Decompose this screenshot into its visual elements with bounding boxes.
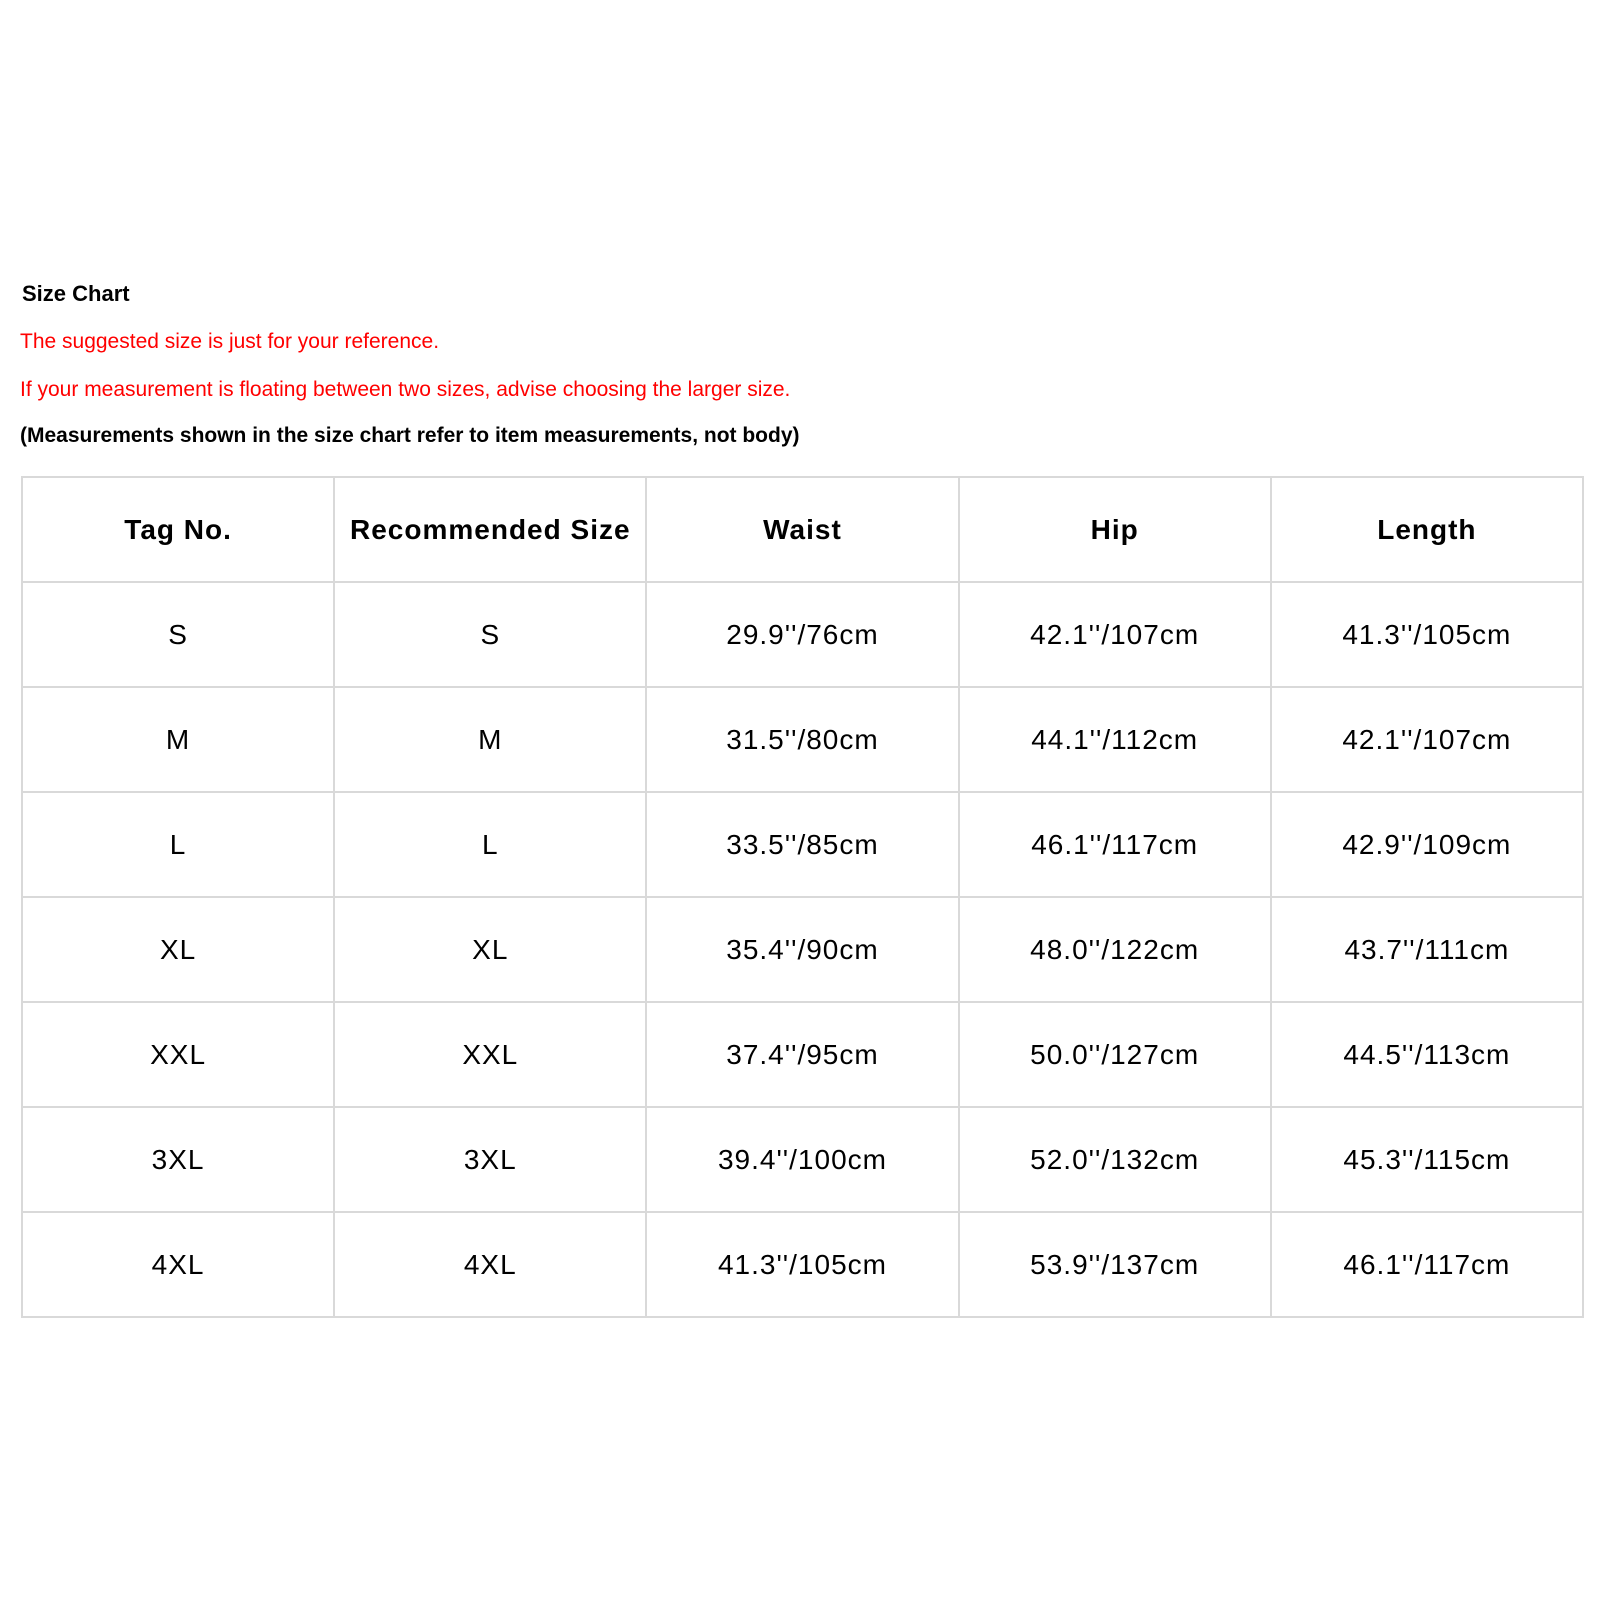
cell-recommended-size: XXL <box>334 1002 646 1107</box>
header-length: Length <box>1271 477 1583 582</box>
reference-note: The suggested size is just for your reference. <box>20 330 440 353</box>
header-tag-no: Tag No. <box>22 477 334 582</box>
cell-waist: 33.5''/85cm <box>646 792 958 897</box>
cell-recommended-size: L <box>334 792 646 897</box>
cell-length: 46.1''/117cm <box>1271 1212 1583 1317</box>
header-hip: Hip <box>959 477 1271 582</box>
header-recommended-size: Recommended Size <box>334 477 646 582</box>
cell-length: 44.5''/113cm <box>1271 1002 1583 1107</box>
cell-waist: 35.4''/90cm <box>646 897 958 1002</box>
size-table <box>21 476 1584 1318</box>
cell-waist: 37.4''/95cm <box>646 1002 958 1107</box>
cell-hip: 50.0''/127cm <box>959 1002 1271 1107</box>
cell-tag-no: L <box>22 792 334 897</box>
advice-note: If your measurement is floating between two sizes, advise choosing the larger size. <box>20 378 791 401</box>
table-row <box>22 1002 1583 1107</box>
cell-length: 45.3''/115cm <box>1271 1107 1583 1212</box>
cell-tag-no: XXL <box>22 1002 334 1107</box>
cell-recommended-size: 3XL <box>334 1107 646 1212</box>
cell-recommended-size: 4XL <box>334 1212 646 1317</box>
cell-hip: 46.1''/117cm <box>959 792 1271 897</box>
cell-recommended-size: XL <box>334 897 646 1002</box>
table-row <box>22 792 1583 897</box>
cell-length: 42.1''/107cm <box>1271 687 1583 792</box>
measurement-note: (Measurements shown in the size chart refer to item measurements, not body) <box>20 424 800 447</box>
table-row <box>22 687 1583 792</box>
cell-tag-no: M <box>22 687 334 792</box>
cell-tag-no: 4XL <box>22 1212 334 1317</box>
cell-hip: 53.9''/137cm <box>959 1212 1271 1317</box>
cell-length: 41.3''/105cm <box>1271 582 1583 687</box>
cell-waist: 29.9''/76cm <box>646 582 958 687</box>
page-title: Size Chart <box>22 281 130 306</box>
table-row <box>22 897 1583 1002</box>
cell-length: 42.9''/109cm <box>1271 792 1583 897</box>
table-row <box>22 1107 1583 1212</box>
cell-waist: 41.3''/105cm <box>646 1212 958 1317</box>
header-waist: Waist <box>646 477 958 582</box>
cell-tag-no: XL <box>22 897 334 1002</box>
table-row <box>22 582 1583 687</box>
cell-hip: 48.0''/122cm <box>959 897 1271 1002</box>
cell-hip: 52.0''/132cm <box>959 1107 1271 1212</box>
cell-tag-no: S <box>22 582 334 687</box>
cell-length: 43.7''/111cm <box>1271 897 1583 1002</box>
cell-recommended-size: M <box>334 687 646 792</box>
cell-waist: 39.4''/100cm <box>646 1107 958 1212</box>
cell-waist: 31.5''/80cm <box>646 687 958 792</box>
cell-recommended-size: S <box>334 582 646 687</box>
header-row <box>22 477 1583 582</box>
table-row <box>22 1212 1583 1317</box>
cell-tag-no: 3XL <box>22 1107 334 1212</box>
cell-hip: 42.1''/107cm <box>959 582 1271 687</box>
cell-hip: 44.1''/112cm <box>959 687 1271 792</box>
